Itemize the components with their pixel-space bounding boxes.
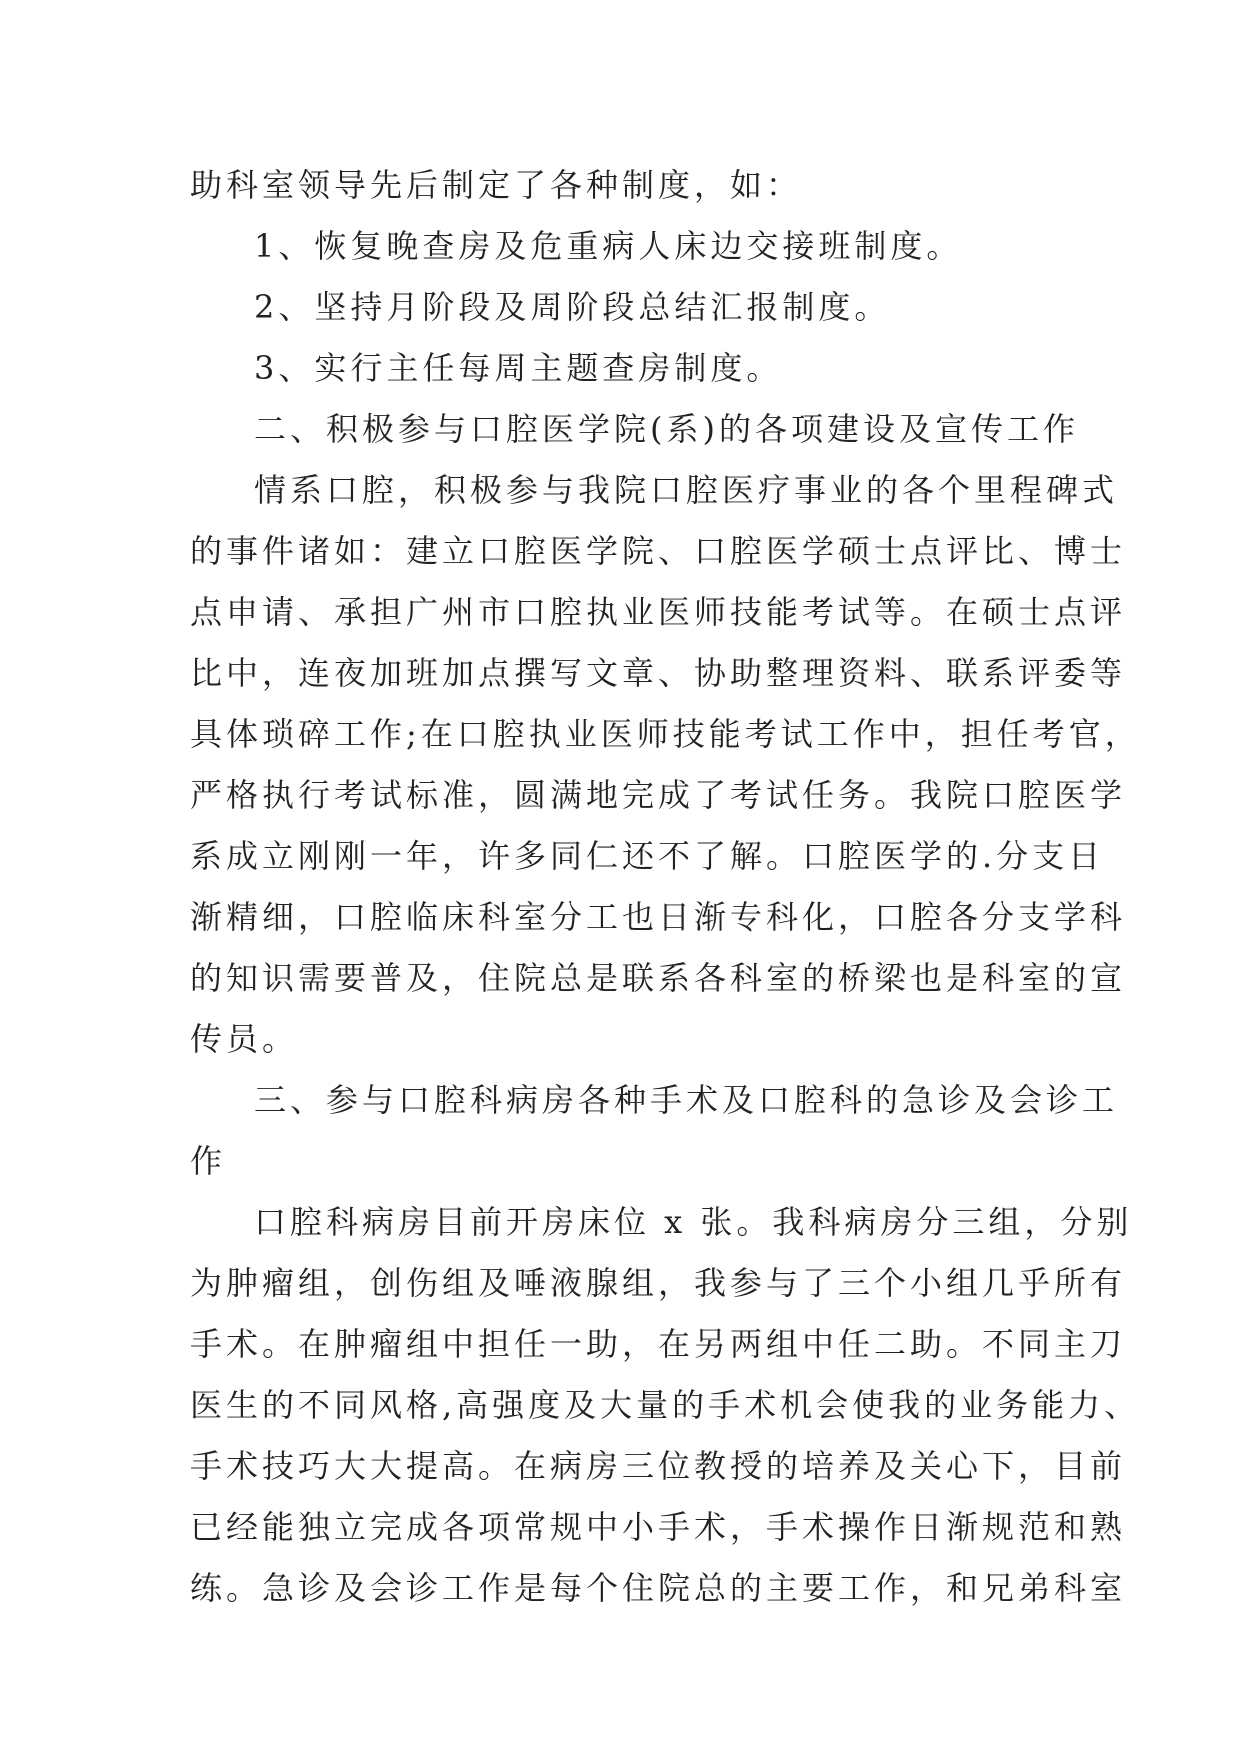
- text-line: 具体琐碎工作;在口腔执业医师技能考试工作中，担任考官，: [190, 715, 1141, 753]
- text-line: 的知识需要普及，住院总是联系各科室的桥梁也是科室的宣: [190, 959, 1127, 997]
- text-line: 为肿瘤组，创伤组及唾液腺组，我参与了三个小组几乎所有: [190, 1264, 1127, 1302]
- text-line: 手术技巧大大提高。在病房三位教授的培养及关心下，目前: [190, 1447, 1127, 1485]
- section-heading-continuation: 作: [190, 1142, 227, 1180]
- text-line: 的事件诸如：建立口腔医学院、口腔医学硕士点评比、博士: [190, 532, 1127, 570]
- text-line: 口腔科病房目前开房床位 x 张。我科病房分三组，分别: [254, 1203, 1133, 1241]
- text-line: 渐精细，口腔临床科室分工也日渐专科化，口腔各分支学科: [190, 898, 1127, 936]
- section-heading: 三、参与口腔科病房各种手术及口腔科的急诊及会诊工: [254, 1081, 1119, 1119]
- section-heading: 二、积极参与口腔医学院(系)的各项建设及宣传工作: [254, 410, 1079, 448]
- text-line: 助科室领导先后制定了各种制度，如：: [190, 166, 803, 204]
- text-line: 严格执行考试标准，圆满地完成了考试任务。我院口腔医学: [190, 776, 1127, 814]
- text-line: 系成立刚刚一年，许多同仁还不了解。口腔医学的.分支日: [190, 837, 1105, 875]
- text-line: 情系口腔，积极参与我院口腔医疗事业的各个里程碑式: [254, 471, 1119, 509]
- text-line: 医生的不同风格,高强度及大量的手术机会使我的业务能力、: [190, 1386, 1141, 1424]
- text-line: 手术。在肿瘤组中担任一助，在另两组中任二助。不同主刀: [190, 1325, 1127, 1363]
- list-item: 3、实行主任每周主题查房制度。: [254, 349, 783, 387]
- text-line: 比中，连夜加班加点撰写文章、协助整理资料、联系评委等: [190, 654, 1127, 692]
- document-body: [190, 155, 1141, 1619]
- text-line: 已经能独立完成各项常规中小手术，手术操作日渐规范和熟: [190, 1508, 1127, 1546]
- list-item: 2、坚持月阶段及周阶段总结汇报制度。: [254, 288, 891, 326]
- text-line: 练。急诊及会诊工作是每个住院总的主要工作，和兄弟科室: [190, 1569, 1127, 1607]
- text-line: 传员。: [190, 1020, 299, 1058]
- list-item: 1、恢复晚查房及危重病人床边交接班制度。: [254, 227, 963, 265]
- text-line: 点申请、承担广州市口腔执业医师技能考试等。在硕士点评: [190, 593, 1127, 631]
